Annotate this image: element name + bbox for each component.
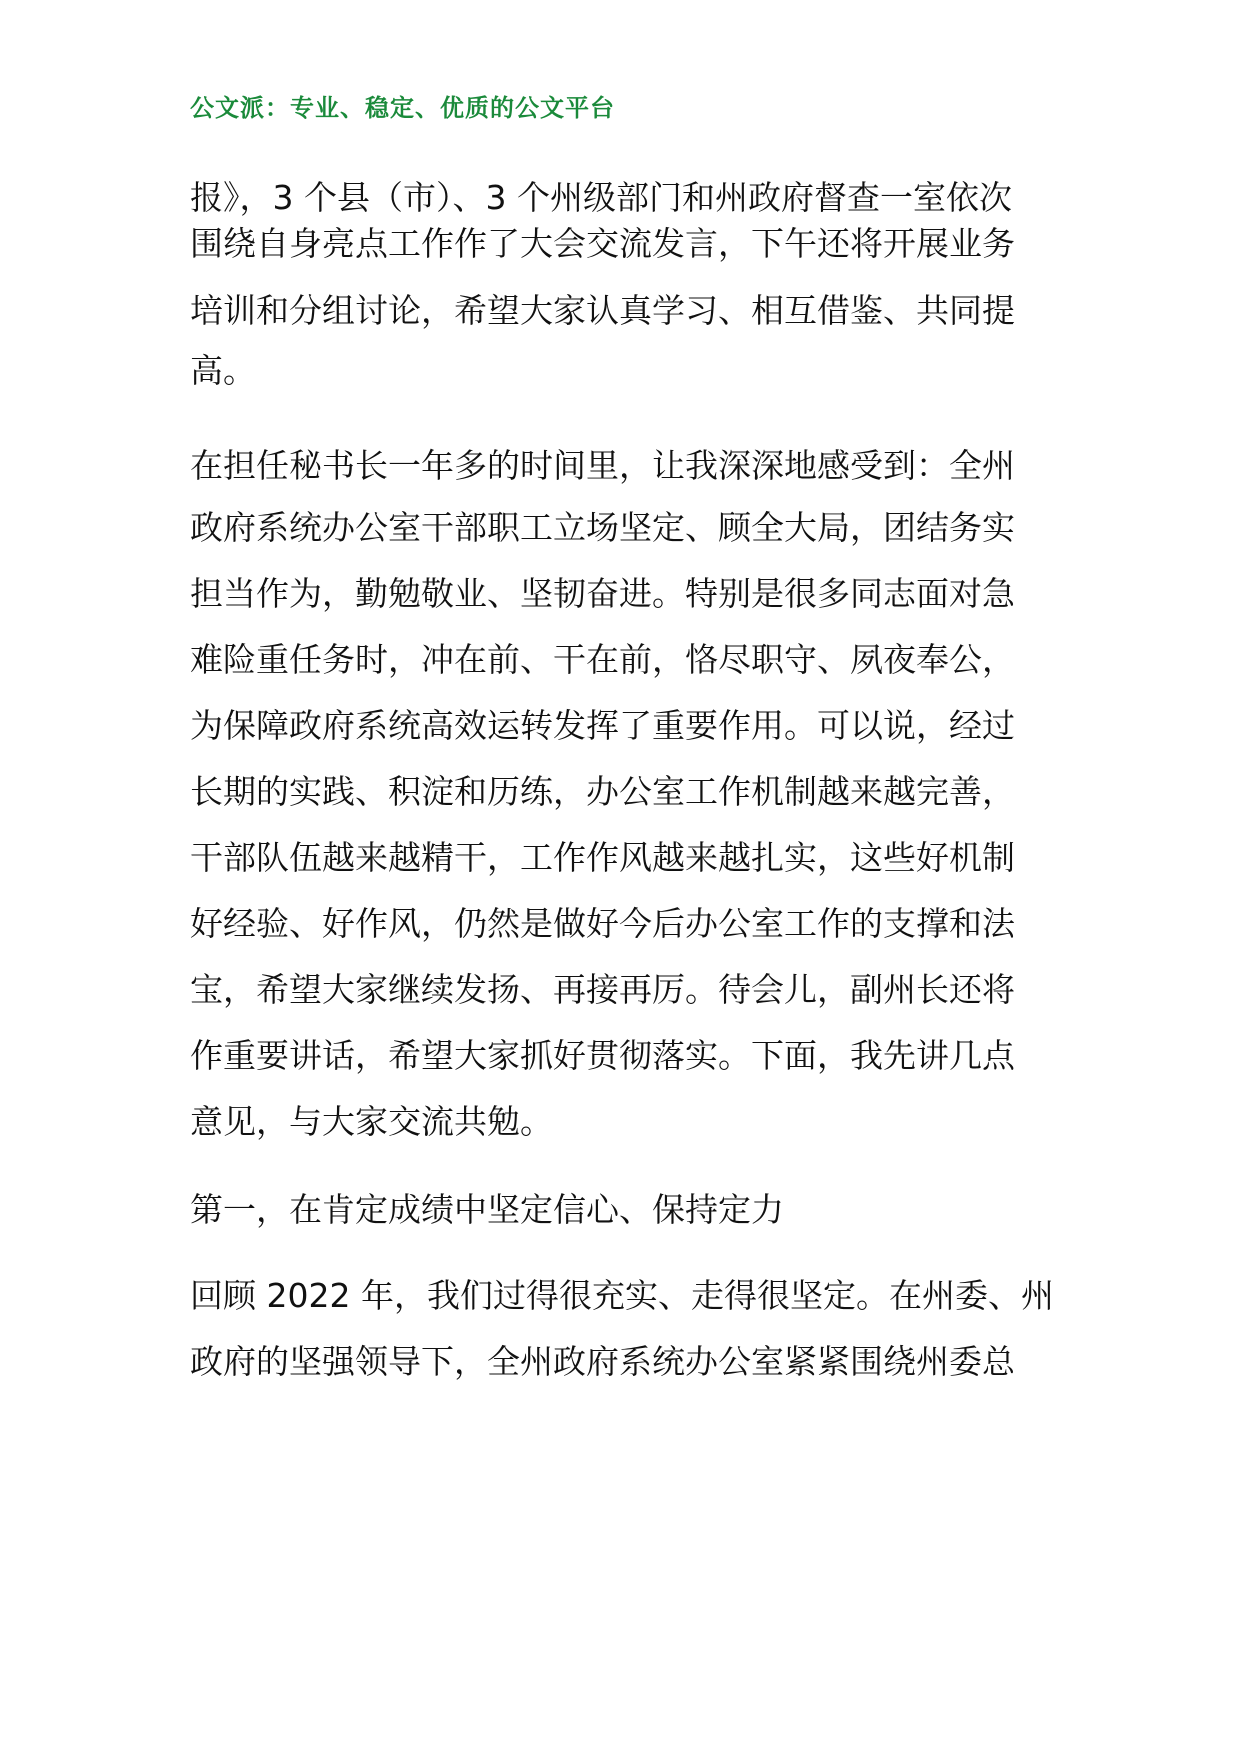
text-line: 难险重任务时，冲在前、干在前，恪尽职守、夙夜奉公， bbox=[190, 640, 1015, 679]
text-line: 宝，希望大家继续发扬、再接再厉。待会儿，副州长还将 bbox=[190, 970, 1015, 1009]
text-line: 意见，与大家交流共勉。 bbox=[190, 1102, 553, 1141]
text-line: 干部队伍越来越精干，工作作风越来越扎实，这些好机制 bbox=[190, 838, 1015, 877]
text-line: 长期的实践、积淀和历练，办公室工作机制越来越完善， bbox=[190, 772, 1015, 811]
site-banner: 公文派：专业、稳定、优质的公文平台 bbox=[190, 94, 615, 122]
text-line: 为保障政府系统高效运转发挥了重要作用。可以说，经过 bbox=[190, 706, 1015, 745]
text-line: 培训和分组讨论，希望大家认真学习、相互借鉴、共同提 bbox=[190, 291, 1015, 330]
text-line: 好经验、好作风，仍然是做好今后办公室工作的支撑和法 bbox=[190, 904, 1015, 943]
section-heading: 第一，在肯定成绩中坚定信心、保持定力 bbox=[190, 1190, 784, 1229]
text-line: 围绕自身亮点工作作了大会交流发言，下午还将开展业务 bbox=[190, 224, 1015, 263]
text-line: 担当作为，勤勉敬业、坚韧奋进。特别是很多同志面对急 bbox=[190, 574, 1015, 613]
text-line: 报》，3 个县（市）、3 个州级部门和州政府督查一室依次 bbox=[190, 178, 1012, 217]
text-line: 回顾 2022 年，我们过得很充实、走得很坚定。在州委、州 bbox=[190, 1276, 1054, 1315]
text-line: 高。 bbox=[190, 351, 256, 390]
text-line: 作重要讲话，希望大家抓好贯彻落实。下面，我先讲几点 bbox=[190, 1036, 1015, 1075]
text-line: 在担任秘书长一年多的时间里，让我深深地感受到：全州 bbox=[190, 446, 1015, 485]
text-line: 政府的坚强领导下，全州政府系统办公室紧紧围绕州委总 bbox=[190, 1342, 1015, 1381]
text-line: 政府系统办公室干部职工立场坚定、顾全大局，团结务实 bbox=[190, 508, 1015, 547]
